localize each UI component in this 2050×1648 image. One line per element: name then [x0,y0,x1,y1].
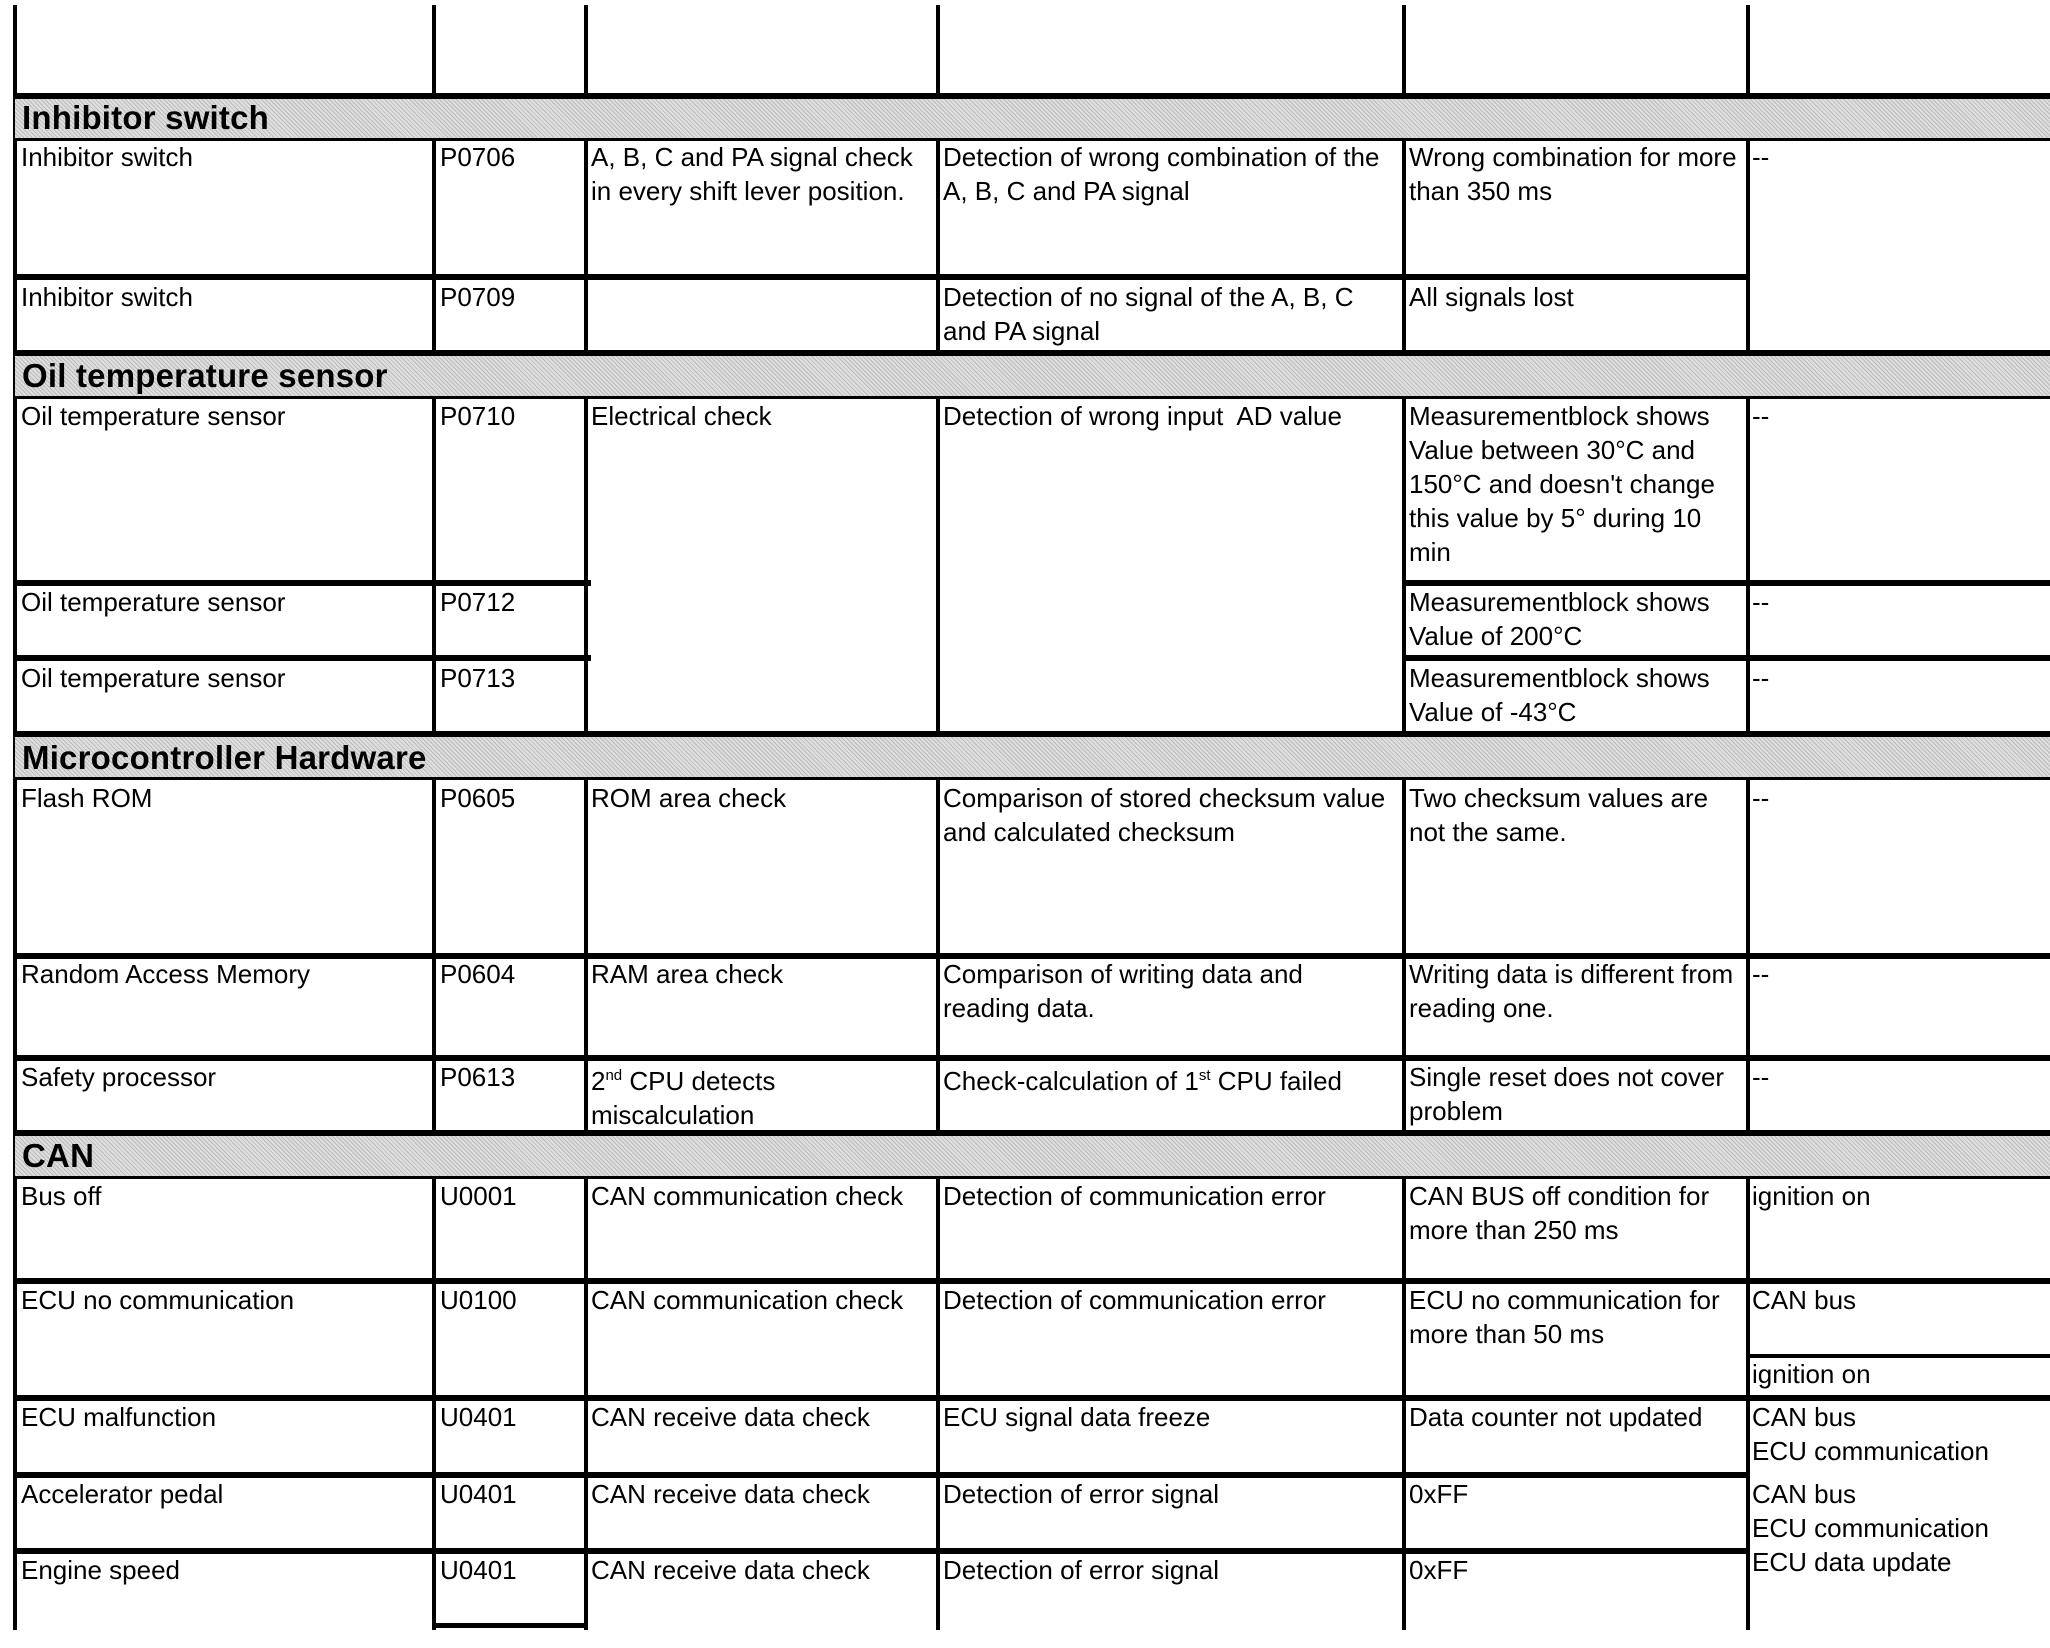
component-cell: Flash ROM [21,783,153,813]
component-cell: Accelerator pedal [21,1479,224,1509]
check-cell: ROM area check [591,783,787,813]
detection-cell: Comparison of writing data and reading data. [943,959,1303,1023]
extra-cell: -- [1752,142,1770,172]
code-cell: U0401 [440,1555,517,1585]
column-divider [1402,5,1406,1630]
extra-cell: CAN bus ECU communication [1752,1402,1989,1466]
extra-cell: -- [1752,959,1770,989]
condition-cell: Measurementblock shows Value of -43°C [1409,663,1710,727]
extra-cell: -- [1752,1062,1770,1092]
extra-cell: -- [1752,783,1770,813]
component-cell: Inhibitor switch [21,282,193,312]
section-title: Oil temperature sensor [22,357,388,394]
condition-cell: CAN BUS off condition for more than 250 ms [1409,1181,1710,1245]
check-cell: CAN communication check [591,1181,904,1211]
section-title: Microcontroller Hardware [22,739,427,776]
column-divider [936,5,940,1630]
code-cell: U0401 [440,1402,517,1432]
code-cell: P0605 [440,783,516,813]
extra-cell: -- [1752,663,1770,693]
detection-cell: Detection of error signal [943,1479,1220,1509]
condition-cell: Data counter not updated [1409,1402,1703,1432]
check-cell: RAM area check [591,959,784,989]
code-cell: P0710 [440,401,516,431]
detection-cell: ECU signal data freeze [943,1402,1211,1432]
extra-cell: -- [1752,587,1770,617]
code-cell: P0712 [440,587,516,617]
code-cell: P0709 [440,282,516,312]
check-cell: CAN communication check [591,1285,904,1315]
condition-cell: Measurementblock shows Value of 200°C [1409,587,1710,651]
condition-cell: 0xFF [1409,1555,1469,1585]
check-cell: CAN receive data check [591,1555,870,1585]
code-cell: U0100 [440,1285,517,1315]
row-divider [434,1623,586,1628]
column-divider [1746,5,1750,1630]
component-cell: Oil temperature sensor [21,587,286,617]
component-cell: ECU no communication [21,1285,295,1315]
component-cell: Engine speed [21,1555,181,1585]
section-header-band [15,1136,2050,1176]
component-cell: Random Access Memory [21,959,310,989]
code-cell: P0613 [440,1062,516,1092]
column-divider [584,5,588,1630]
detection-cell: Detection of wrong input AD value [943,401,1342,431]
condition-cell: ECU no communication for more than 50 ms [1409,1285,1720,1349]
extra-cell: ignition on [1752,1181,1871,1211]
condition-cell: 0xFF [1409,1479,1469,1509]
component-cell: Oil temperature sensor [21,401,286,431]
check-cell: 2nd CPU detects miscalculation [591,1066,776,1130]
detection-cell: Detection of wrong combination of the A, B, C and PA signal [943,142,1380,206]
code-cell: U0401 [440,1479,517,1509]
code-cell: P0713 [440,663,516,693]
extra-cell: ignition on [1752,1359,1871,1389]
condition-cell: Single reset does not cover problem [1409,1062,1725,1126]
code-cell: P0706 [440,142,516,172]
condition-cell: Wrong combination for more than 350 ms [1409,142,1737,206]
check-cell: Electrical check [591,401,772,431]
extra-cell: CAN bus ECU communication ECU data update [1752,1479,1989,1577]
column-divider [13,5,17,1630]
check-cell: A, B, C and PA signal check in every shift lever position. [591,142,913,206]
extra-cell: -- [1752,401,1770,431]
section-title: CAN [22,1137,95,1174]
component-cell: ECU malfunction [21,1402,217,1432]
extra-cell: CAN bus [1752,1285,1857,1315]
detection-cell: Detection of communication error [943,1181,1326,1211]
component-cell: Oil temperature sensor [21,663,286,693]
component-cell: Safety processor [21,1062,217,1092]
component-cell: Inhibitor switch [21,142,193,172]
section-title: Inhibitor switch [22,99,270,136]
code-cell: U0001 [440,1181,517,1211]
condition-cell: Measurementblock shows Value between 30°C and 150°C and doesn't change this value by 5° during 10 min [1409,401,1715,567]
condition-cell: Writing data is different from reading one. [1409,959,1734,1023]
detection-cell: Detection of no signal of the A, B, C and PA signal [943,282,1354,346]
check-cell: CAN receive data check [591,1402,870,1432]
detection-cell: Comparison of stored checksum value and calculated checksum [943,783,1386,847]
code-cell: P0604 [440,959,516,989]
detection-cell: Detection of communication error [943,1285,1326,1315]
column-divider [432,5,436,1630]
check-cell: CAN receive data check [591,1479,870,1509]
detection-cell: Check-calculation of 1st CPU failed [943,1066,1342,1096]
condition-cell: All signals lost [1409,282,1574,312]
section-header-band [15,99,2050,138]
condition-cell: Two checksum values are not the same. [1409,783,1709,847]
component-cell: Bus off [21,1181,102,1211]
detection-cell: Detection of error signal [943,1555,1220,1585]
